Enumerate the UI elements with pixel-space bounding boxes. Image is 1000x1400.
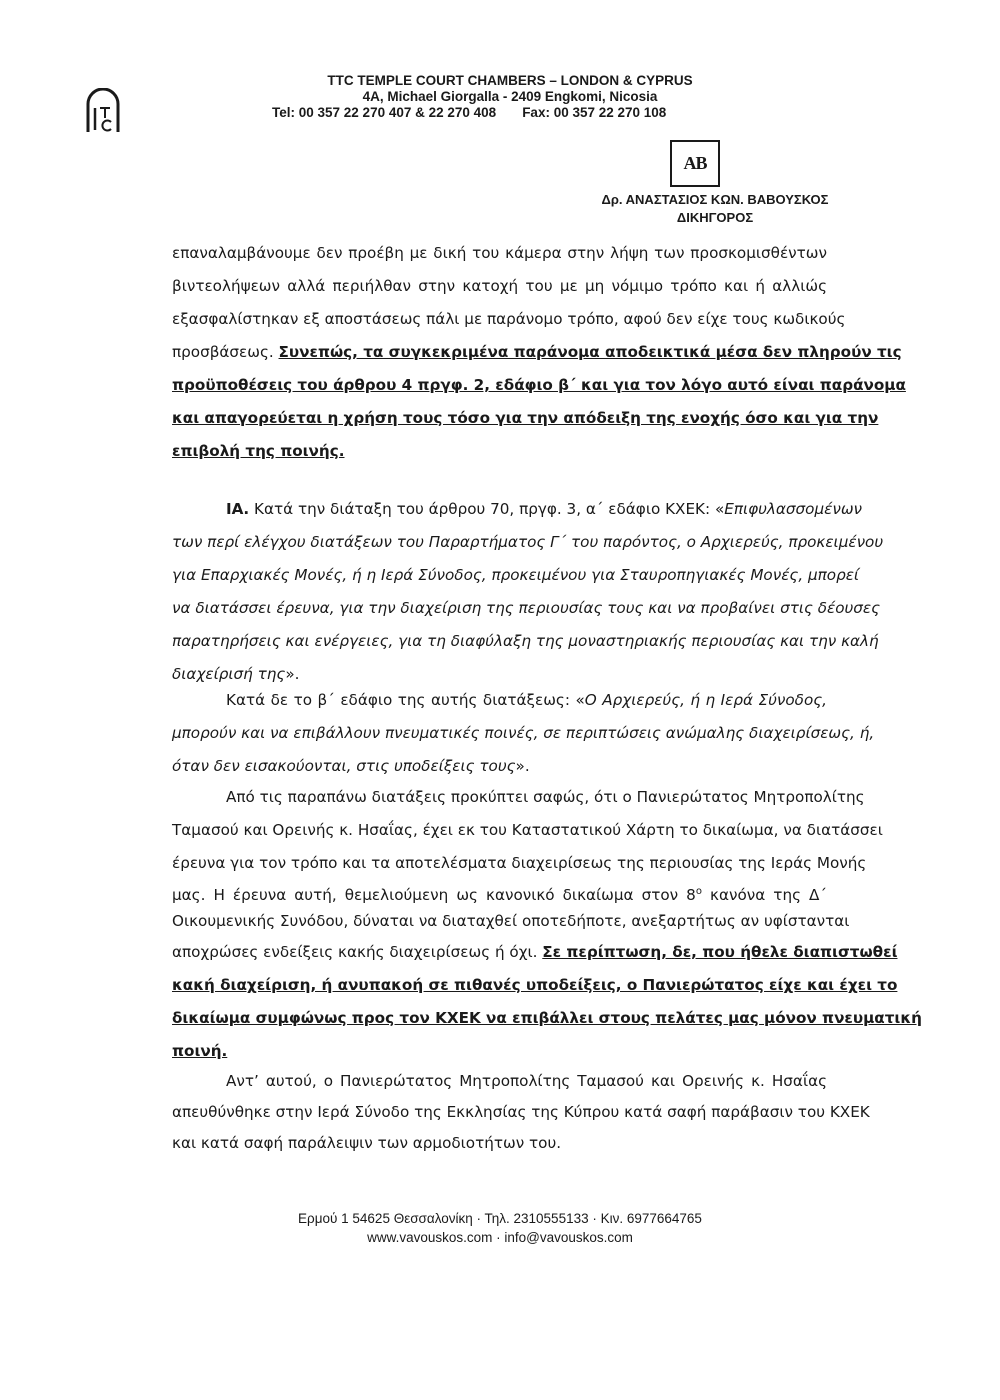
body-line: έρευνα για τον τρόπο και τα αποτελέσματα διαχειρίσεως της περιουσίας της Ιεράς Μονής (172, 854, 867, 872)
body-line: βιντεολήψεων αλλά περιήλθαν στην κατοχή του με μη νόμιμο τρόπο και ή αλλιώς (172, 277, 827, 295)
body-line (172, 880, 827, 904)
superscript: ο (695, 886, 702, 897)
body-text: ». (285, 665, 300, 683)
quote-text: Ο Αρχιερεύς, ή η Ιερά Σύνοδος, (584, 691, 827, 709)
emphasis-line: προϋποθέσεις του άρθρου 4 πργφ. 2, εδάφιο β΄ και για τον λόγο αυτό είναι παράνομα (172, 376, 906, 394)
body-text: προσβάσεως. (172, 343, 279, 361)
lawyer-monogram: AB (670, 140, 720, 187)
body-line: εξασφαλίστηκαν εξ αποστάσεως πάλι με παράνομο τρόπο, αφού δεν είχε τους κωδικούς (172, 310, 846, 328)
body-text: ». (515, 757, 530, 775)
body-text: κανόνα της Δ΄ (701, 886, 827, 905)
body-text: μας. Η έρευνα αυτή, θεμελιούμενη ως κανονικό δικαίωμα στον 8 (172, 886, 696, 905)
emphasis-line: ποινή. (172, 1042, 228, 1060)
footer-web: www.vavouskos.com · info@vavouskos.com (367, 1230, 633, 1245)
body-line: απευθύνθηκε στην Ιερά Σύνοδο της Εκκλησίας της Κύπρου κατά σαφή παράβασιν του ΚΧΕΚ (172, 1103, 870, 1121)
body-line (172, 754, 827, 778)
emphasis-line: κακή διαχείριση, ή ανυπακοή σε πιθανές υποδείξεις, ο Πανιερώτατος είχε και έχει το (172, 976, 898, 994)
body-line: Από τις παραπάνω διατάξεις προκύπτει σαφώς, ότι ο Πανιερώτατος Μητροπολίτης (226, 788, 865, 806)
body-text: αποχρώσες ενδείξεις κακής διαχειρίσεως ή όχι. (172, 943, 543, 961)
body-line: επαναλαμβάνουμε δεν προέβη με δική του κάμερα στην λήψη των προσκομισθέντων (172, 244, 827, 262)
lawyer-title: ΔΙΚΗΓΟΡΟΣ (676, 210, 754, 225)
firm-contact (272, 105, 752, 121)
body-line (226, 688, 827, 712)
emphasis-line: επιβολή της ποινής. (172, 442, 345, 460)
body-line: Ταμασού και Ορεινής κ. Ησαΐας, έχει εκ του Καταστατικού Χάρτη το δικαίωμα, να διατάσσει (172, 821, 883, 839)
body-line (172, 662, 827, 686)
body-text: Κατά την διάταξη του άρθρου 70, πργφ. 3, α΄ εδάφιο ΚΧΕΚ: « (249, 500, 725, 518)
body-line (226, 497, 863, 521)
body-line: και κατά σαφή παράλειψιν των αρμοδιοτήτων του. (172, 1134, 562, 1152)
body-line (172, 340, 902, 364)
quote-text: Επιφυλασσομένων (724, 500, 863, 518)
section-label: ΙΑ. (226, 500, 250, 518)
firm-tel: Tel: 00 357 22 270 407 & 22 270 408 (272, 105, 497, 120)
quote-line: των περί ελέγχου διατάξεων του Παραρτήματος Γ΄ του παρόντος, ο Αρχιερεύς, προκειμένου (172, 533, 884, 551)
quote-line: παρατηρήσεις και ενέργειες, για τη διαφύλαξη της μοναστηριακής περιουσίας και την καλή (172, 632, 879, 650)
ttc-logo-icon (82, 88, 124, 134)
quote-line: μπορούν και να επιβάλλουν πνευματικές ποινές, σε περιπτώσεις ανώμαλης διαχειρίσεως, ή, (172, 724, 875, 742)
lawyer-name: Δρ. ΑΝΑΣΤΑΣΙΟΣ ΚΩΝ. ΒΑΒΟΥΣΚΟΣ (601, 192, 829, 207)
emphasis-text: Σε περίπτωση, δε, που ήθελε διαπιστωθεί (542, 943, 898, 961)
body-text: Κατά δε το β΄ εδάφιο της αυτής διατάξεως: « (226, 691, 585, 709)
quote-line: να διατάσσει έρευνα, για την διαχείριση της περιουσίας τους και να προβαίνει στις δέουσες (172, 599, 881, 617)
emphasis-line: και απαγορεύεται η χρήση τους τόσο για την απόδειξη της ενοχής όσο και για την (172, 409, 879, 427)
emphasis-line: δικαίωμα συμφώνως προς τον ΚΧΕΚ να επιβάλλει στους πελάτες μας μόνον πνευματική (172, 1009, 922, 1027)
body-line: Αντ’ αυτού, ο Πανιερώτατος Μητροπολίτης Ταμασού και Ορεινής κ. Ησαΐας (226, 1072, 827, 1090)
firm-address: 4A, Michael Giorgalla - 2409 Engkomi, Nicosia (362, 89, 658, 104)
body-line: Οικουμενικής Συνόδου, δύναται να διαταχθεί οποτεδήποτε, ανεξαρτήτως αν υφίστανται (172, 912, 850, 930)
footer-address: Ερμού 1 54625 Θεσσαλονίκη · Τηλ. 2310555133 · Κιν. 6977664765 (298, 1211, 702, 1226)
quote-line: για Επαρχιακές Μονές, ή η Ιερά Σύνοδος, προκειμένου για Σταυροπηγιακές Μονές, μπορεί (172, 566, 860, 584)
quote-text: όταν δεν εισακούονται, στις υποδείξεις τους (172, 757, 516, 775)
body-line (172, 940, 898, 964)
firm-name: TTC TEMPLE COURT CHAMBERS – LONDON & CYPRUS (327, 73, 693, 88)
quote-text: διαχείρισή της (172, 665, 286, 683)
emphasis-text: Συνεπώς, τα συγκεκριμένα παράνομα αποδεικτικά μέσα δεν πληρούν τις (278, 343, 902, 361)
firm-fax: Fax: 00 357 22 270 108 (522, 105, 667, 120)
